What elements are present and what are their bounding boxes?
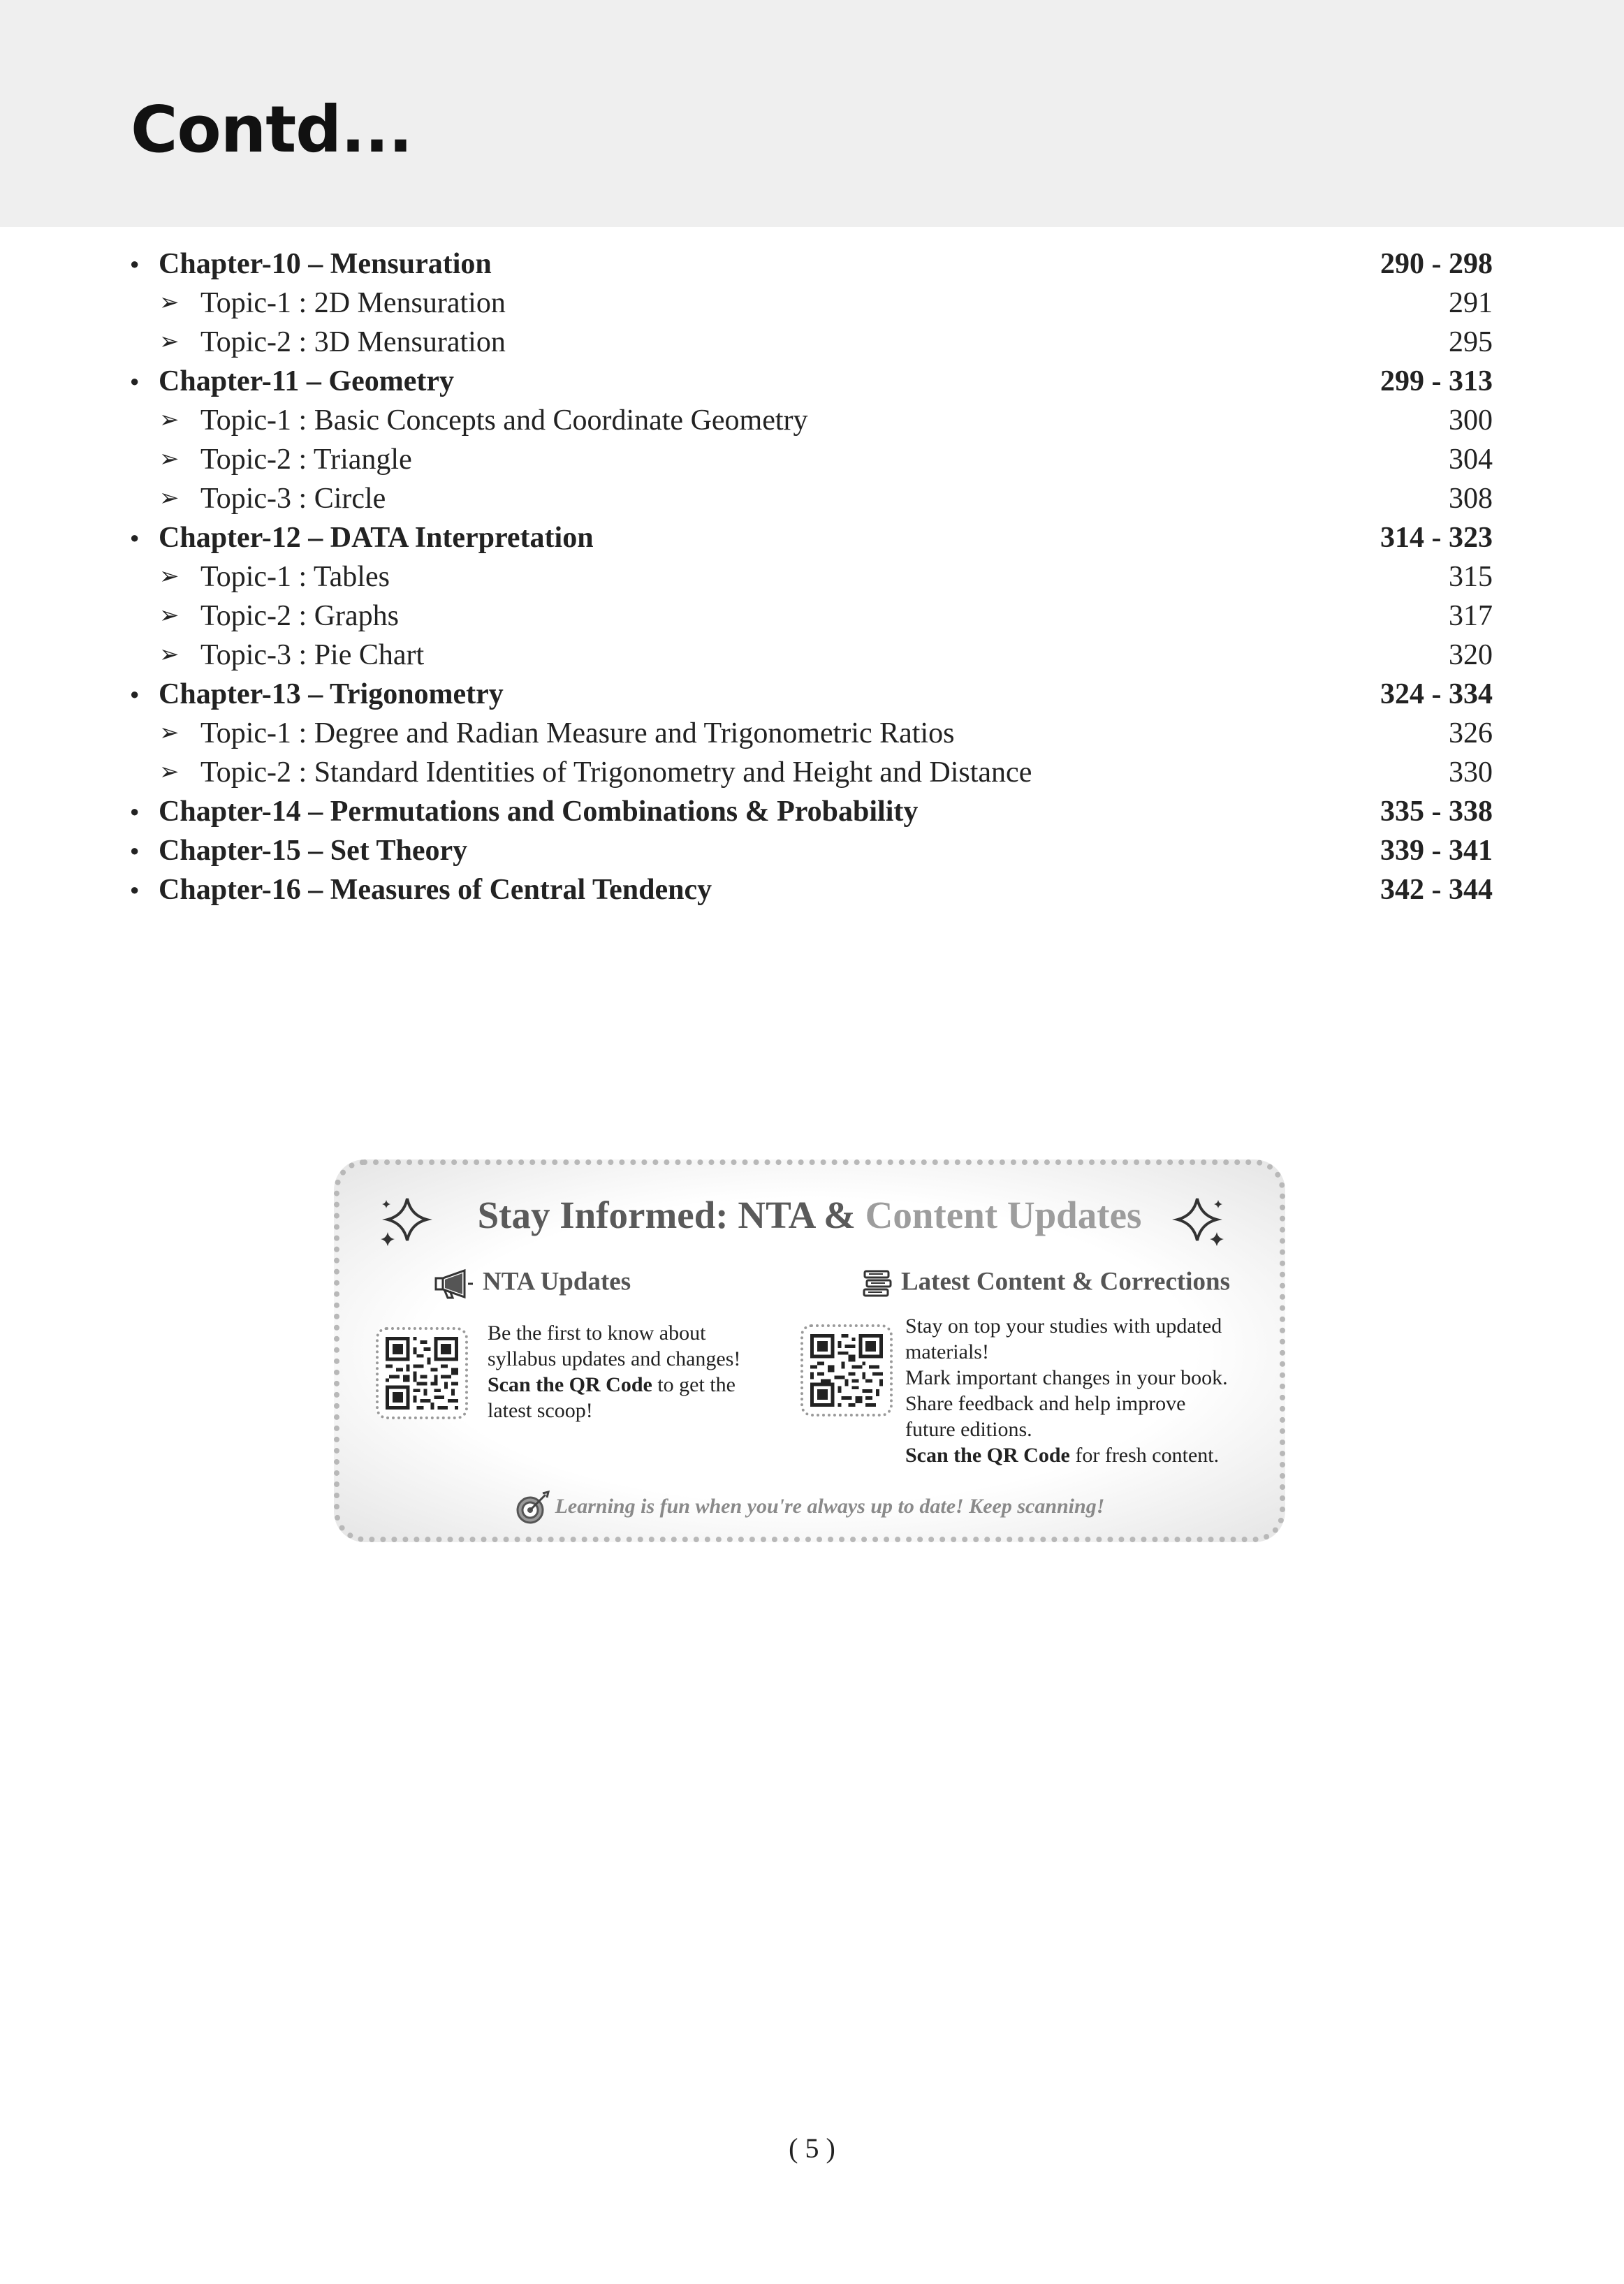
nta-body-line: syllabus updates and changes! (488, 1347, 741, 1370)
toc-chapter-entry (0, 362, 1624, 401)
toc-topic-entry (0, 323, 1624, 362)
latest-content-heading-text: Latest Content & Corrections (901, 1267, 1230, 1296)
arrow-bullet-icon: ➢ (159, 642, 180, 668)
toc-entry-pages: 315 (1449, 561, 1493, 593)
toc-topic-entry (0, 714, 1624, 753)
toc-entry-pages: 295 (1449, 326, 1493, 358)
toc-entry-label: Topic-1 : Degree and Radian Measure and Trigonometric Ratios (200, 717, 955, 749)
page-title: Contd... (131, 92, 412, 167)
toc-entry-pages: 320 (1449, 639, 1493, 671)
nta-updates-body (488, 1320, 740, 1423)
toc-topic-entry (0, 557, 1624, 596)
toc-entry-label: Chapter-16 – Measures of Central Tendency (159, 874, 712, 906)
bullet-icon: ● (130, 372, 140, 390)
toc-entry-label: Topic-3 : Pie Chart (200, 639, 425, 671)
toc-entry-pages: 335 - 338 (1380, 796, 1493, 828)
content-body-line: Stay on top your studies with updated (905, 1315, 1222, 1338)
page-number: ( 5 ) (789, 2132, 835, 2164)
info-card (334, 1159, 1285, 1542)
books-icon (862, 1268, 893, 1299)
nta-body-line-rest: to get the (652, 1373, 736, 1396)
toc-entry-label: Chapter-12 – DATA Interpretation (159, 522, 594, 554)
toc-entry-label: Chapter-14 – Permutations and Combinations & Probability (159, 796, 919, 828)
scan-qr-emphasis: Scan the QR Code (905, 1444, 1070, 1467)
toc-entry-label: Topic-1 : Basic Concepts and Coordinate Geometry (200, 404, 808, 437)
qr-code-icon (386, 1337, 458, 1410)
content-body-line: future editions. (905, 1418, 1032, 1441)
toc-entry-label: Topic-2 : Triangle (200, 444, 412, 476)
toc-chapter-entry (0, 792, 1624, 831)
toc-entry-label: Topic-1 : 2D Mensuration (200, 287, 506, 319)
toc-chapter-entry (0, 831, 1624, 870)
nta-body-line (488, 1372, 740, 1398)
toc-chapter-entry (0, 244, 1624, 284)
nta-body-line: Be the first to know about (488, 1322, 706, 1345)
toc-entry-label: Topic-2 : Standard Identities of Trigonometry and Height and Distance (200, 756, 1032, 789)
bullet-icon: ● (130, 529, 140, 546)
toc-entry-pages: 299 - 313 (1380, 365, 1493, 397)
nta-qr-code (376, 1327, 468, 1419)
toc-entry-label: Chapter-13 – Trigonometry (159, 678, 504, 710)
arrow-bullet-icon: ➢ (159, 720, 180, 746)
toc-topic-entry (0, 596, 1624, 636)
toc-entry-pages: 308 (1449, 483, 1493, 515)
content-body-line (905, 1442, 1228, 1468)
content-body-line: materials! (905, 1340, 989, 1363)
scan-qr-emphasis: Scan the QR Code (488, 1373, 652, 1396)
sparkle-icon (1171, 1194, 1227, 1250)
toc-entry-label: Topic-3 : Circle (200, 483, 386, 515)
megaphone-icon (434, 1268, 474, 1299)
card-title (339, 1196, 1280, 1234)
toc-entry-label: Topic-2 : 3D Mensuration (200, 326, 506, 358)
nta-updates-heading-text: NTA Updates (483, 1267, 631, 1296)
arrow-bullet-icon: ➢ (159, 603, 180, 629)
bullet-icon: ● (130, 685, 140, 703)
target-icon (515, 1491, 550, 1525)
toc-entry-label: Chapter-11 – Geometry (159, 365, 454, 397)
toc-entry-pages: 317 (1449, 600, 1493, 632)
toc-entry-pages: 330 (1449, 756, 1493, 789)
bullet-icon: ● (130, 881, 140, 898)
arrow-bullet-icon: ➢ (159, 759, 180, 785)
content-body-line-rest: for fresh content. (1069, 1444, 1220, 1467)
latest-content-body (905, 1313, 1228, 1468)
toc-entry-label: Chapter-15 – Set Theory (159, 835, 468, 867)
toc-entry-pages: 314 - 323 (1380, 522, 1493, 554)
toc-entry-label: Topic-2 : Graphs (200, 600, 399, 632)
arrow-bullet-icon: ➢ (159, 290, 180, 316)
content-qr-code (800, 1324, 893, 1416)
nta-updates-heading (434, 1268, 631, 1299)
content-body-line: Share feedback and help improve (905, 1392, 1186, 1415)
arrow-bullet-icon: ➢ (159, 564, 180, 590)
arrow-bullet-icon: ➢ (159, 446, 180, 472)
nta-body-line: latest scoop! (488, 1399, 593, 1422)
bullet-icon: ● (130, 842, 140, 859)
card-title-part2: Content Updates (865, 1194, 1142, 1236)
card-title-part1: Stay Informed: NTA & (477, 1194, 865, 1236)
toc-entry-label: Topic-1 : Tables (200, 561, 390, 593)
card-footer-text: Learning is fun when you're always up to date! Keep scanning! (555, 1494, 1105, 1518)
toc-entry-pages: 291 (1449, 287, 1493, 319)
toc-chapter-entry (0, 675, 1624, 714)
toc-topic-entry (0, 479, 1624, 518)
card-footer (339, 1491, 1280, 1525)
toc-chapter-entry (0, 518, 1624, 557)
table-of-contents (0, 244, 1624, 909)
arrow-bullet-icon: ➢ (159, 485, 180, 511)
latest-content-heading (862, 1268, 1230, 1299)
toc-topic-entry (0, 440, 1624, 479)
toc-topic-entry (0, 636, 1624, 675)
bullet-icon: ● (130, 255, 140, 272)
toc-topic-entry (0, 284, 1624, 323)
toc-entry-pages: 300 (1449, 404, 1493, 437)
arrow-bullet-icon: ➢ (159, 407, 180, 433)
toc-entry-pages: 339 - 341 (1380, 835, 1493, 867)
content-body-line: Mark important changes in your book. (905, 1366, 1228, 1389)
toc-entry-pages: 304 (1449, 444, 1493, 476)
arrow-bullet-icon: ➢ (159, 329, 180, 355)
qr-code-icon (810, 1334, 883, 1407)
toc-entry-pages: 324 - 334 (1380, 678, 1493, 710)
bullet-icon: ● (130, 803, 140, 820)
toc-entry-label: Chapter-10 – Mensuration (159, 248, 492, 280)
toc-entry-pages: 342 - 344 (1380, 874, 1493, 906)
toc-chapter-entry (0, 870, 1624, 909)
toc-entry-pages: 290 - 298 (1380, 248, 1493, 280)
toc-topic-entry (0, 401, 1624, 440)
toc-topic-entry (0, 753, 1624, 792)
toc-entry-pages: 326 (1449, 717, 1493, 749)
